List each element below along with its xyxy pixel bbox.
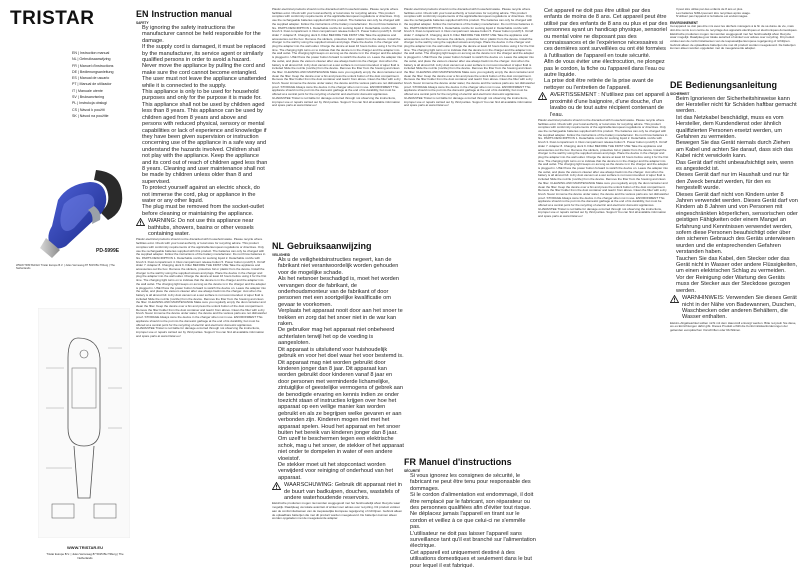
language-item: CS | Návod k použití	[72, 107, 105, 112]
fr-env-text: Cet appareil ne doit pas être mis avec les déchets ménagers à la fin de sa durée de vie, mais doit être remis à un centre de recyclage des appareils électriques et électroniques domestiques.	[670, 24, 798, 32]
warning-triangle-icon	[670, 295, 679, 303]
company-address: Tristar Europe B.V. | Jules Verneweg 87 5015 BH Tilburg | The Netherlands	[46, 552, 124, 560]
language-item: FR | Manuel d'instructions	[72, 63, 114, 68]
en-continued-text: Plastic electrical products should not be discarded with household waste. Please recycle where facilities exist. Check with your local authority or local store for recycling advice. This product complies with conformity requirements of the applicable European regulations or directives. Only use the rechargeable batteries supplied with this product. The batteries can only be charged with the supplied adapter. Follow the instructions of the battery manufacturer. Do not throw batteries in fire. PARTS DESCRIPTION 1. Detachable nozzle for sucking liquid 2. Detachable nozzle with brush 3. Dust compartment 4. Dust compartment release button 5. Power button (on/off) 6. On/off slider 7. Adapter 8. Charging dock 9. Filter BEFORE THE FIRST USE Take the appliance and accessories out the box. Remove the stickers, protective foil or plastic from the device. Install the charger to the wall by using the supplied screws and plugs. Place the device in the charger and plug the adapter into the wall outlet. Charge the device at least 16 hours before using it for the first time. The charging light turns on to indicate that the device is in the charger and the adapter into the wall outlet. The charging light keeps on as long as the device is in the charger and the adapter is plugged in. USE Press the power button forward to switch the device on. Leave the adapter into the outlet, and place the vacuum cleaner after use always back into the charger. Just when the battery is all almost full. A dry dust vacuum at a wet surface is not recommended. A wiper fluid is included Slide the nozzle (nozzle) from the device. Remove the filter from the housing and clean the filter. CLEANING AND MAINTENANCE Make sure you regularly empty the dust container and clean the filter. Keep the device over a bin and press the unlock button of the dust compartment. Remove the filter holder from the dust container and lead it from above. Clean the filter with a dry brush. Never immerse the device under water, the device and the various parts are not dishwasher proof. STORAGE Always store the device in the charger when not in use. ENVIRONMENT This appliance should not be put into the domestic garbage at the end of its durability, but must be offered at a central point for the recycling of electric and electronic domestic appliances. GUARANTEE Tristar is not liable for damage occurred through not observing the instructions, improper use or repairs carried out by third parties. Support You can find all available information and spare parts at www.tristar.eu!	[272, 8, 403, 108]
list-item: • La prise doit être retirée de la prise avant de nettoyer ou l'entretien de l'appareil.	[544, 78, 670, 91]
language-item: NL | Gebruiksaanwijzing	[72, 57, 111, 62]
list-item: • Tauchen Sie das Kabel, den Stecker oder das Gerät nicht in Wasser oder andere Flüssigkeiten, um einen elektrischen Schlag zu vermeiden.	[676, 256, 798, 275]
list-item: • If the supply cord is damaged, it must be replaced by the manufacturer, its service agent or similarly qualified persons in order to avoid a hazard.	[142, 44, 268, 63]
list-item: • This appliance shall not be used by children aged less than 8 years. This appliance can be used by children aged from 8 years and above and persons with reduced physical, sensory or mental capabilities or lack of experience and knowledge if they have been given supervision or instruction concerning use of the appliance in a safe way and understand the hazards involved. Children shall not play with the appliance. Keep the appliance and its cord out of reach of children aged less than 8 years. Cleaning and user maintenance shall not be made by children unless older than 8 and supervised.	[142, 102, 268, 185]
de-safety-list	[670, 96, 798, 295]
list-item: • Si vous ignorez les consignes de sécurité, le fabricant ne peut être tenu pour responsable des dommages.	[410, 473, 536, 492]
list-item: • Om uzelf te beschermen tegen een elektrische schok, mag u het snoer, de stekker of het apparaat niet onder te dompelen in water of een andere vloeistof.	[278, 436, 404, 462]
de-warning	[670, 295, 798, 321]
en-warning-text: WARNING: Do not use this appliance near bathtubs, showers, basins or other vessels containing water.	[148, 218, 254, 237]
en-title: Instruction manual	[151, 9, 233, 19]
website: WWW.TRISTAR.EU	[67, 545, 103, 550]
warning-triangle-icon	[136, 218, 145, 226]
list-item: • Ist das Netzkabel beschädigt, muss es vom Hersteller, dem Kundendienst oder ähnlich qualifizierten Personen ersetzt werden, um Gefahren zu vermeiden.	[676, 115, 798, 141]
list-item: • Si le cordon d'alimentation est endommagé, il doit être remplacé par le fabricant, son réparateur ou des personnes qualifiées afin d'éviter tout risque.	[410, 492, 536, 511]
cover-column	[10, 8, 128, 568]
de-safety-head: SICHERHEIT	[670, 91, 690, 96]
fr-safety-list	[404, 473, 536, 569]
fr-continued-column	[538, 8, 670, 570]
language-item: PL | Instrukcja obsługi	[72, 101, 107, 106]
list-item: • The user must not leave the appliance unattended while it is connected to the supply.	[142, 76, 268, 89]
nl-continued-text: Plastic electrical products should not be discarded with household waste. Please recycle where facilities exist. Check with your local authority or local store for recycling advice. This product complies with conformity requirements of the applicable European regulations or directives. Only use the rechargeable batteries supplied with this product. The batteries can only be charged with the supplied adapter. Follow the instructions of the battery manufacturer. Do not throw batteries in fire. PARTS DESCRIPTION 1. Detachable nozzle for sucking liquid 2. Detachable nozzle with brush 3. Dust compartment 4. Dust compartment release button 5. Power button (on/off) 6. On/off slider 7. Adapter 8. Charging dock 9. Filter BEFORE THE FIRST USE Take the appliance and accessories out the box. Remove the stickers, protective foil or plastic from the device. Install the charger to the wall by using the supplied screws and plugs. Place the device in the charger and plug the adapter into the wall outlet. Charge the device at least 16 hours before using it for the first time. The charging light turns on to indicate that the device is in the charger and the adapter into the wall outlet. The charging light keeps on as long as the device is in the charger and the adapter is plugged in. USE Press the power button forward to switch the device on. Leave the adapter into the outlet, and place the vacuum cleaner after use always back into the charger. Just when the battery is all almost full. A dry dust vacuum at a wet surface is not recommended. A wiper fluid is included Slide the nozzle (nozzle) from the device. Remove the filter from the housing and clean the filter. CLEANING AND MAINTENANCE Make sure you regularly empty the dust container and clean the filter. Keep the device over a bin and press the unlock button of the dust compartment. Remove the filter holder from the dust container and lead it from above. Clean the filter with a dry brush. Never immerse the device under water, the device and the various parts are not dishwasher proof. STORAGE Always store the device in the charger when not in use. ENVIRONMENT This appliance should not be put into the domestic garbage at the end of its durability, but must be offered at a central point for the recycling of electric and electronic domestic appliances. GUARANTEE Tristar is not liable for damage occurred through not observing the instructions, improper use or repairs carried out by third parties. Support You can find all available information and spare parts at www.tristar.eu!	[404, 8, 535, 108]
fr-code: FR	[404, 457, 416, 467]
en-section-title	[136, 9, 268, 19]
list-item: • Das Gerät darf nicht unbeaufsichtigt sein, wenn es angesteckt ist.	[676, 160, 798, 173]
en-warning	[136, 218, 268, 237]
fr-end-text: Elektrische producten mogen niet worden weggegooid met het huishoudelijk afval. Recycle waar mogelijk. Raadpleeg uw lokale autoriteit of winkel voor advies over recycling. Dit product voldoet aan de conformiteitseisen van de toepasselijke Europese regelgeving of richtlijnen. Gebruik alleen de oplaadbare batterijen die met dit product worden meegeleverd. De batterijen kunnen alleen worden opgeladen met de meegeleverde adapter.	[670, 32, 796, 51]
list-item: • Afin de vous éviter une électrocution, ne plongez pas le cordon, la fiche ou l'appareil dans l'eau ou autre liquide.	[544, 59, 670, 78]
language-item: SV | Bruksanvisning	[72, 95, 105, 100]
de-warning-text: WARNHINWEIS: Verwenden Sie dieses Gerät nicht in der Nähe von Badewannen, Duschen, Waschbecken oder anderen Behältern, die Wasser enthalten.	[682, 295, 797, 321]
list-item: • Beim Ignorieren der Sicherheitshinweise kann der Hersteller nicht für Schäden haftbar gemacht werden.	[676, 96, 798, 115]
product-code: PD-5999E	[96, 248, 120, 254]
nl-safety-list	[272, 257, 404, 481]
nl-code: NL	[272, 241, 284, 251]
en-body-text: Plastic electrical products should not be discarded with household waste. Please recycle where facilities exist. Check with your local authority or local store for recycling advice. This product complies with conformity requirements of the applicable European regulations or directives. Only use the rechargeable batteries supplied with this product. The batteries can only be charged with the supplied adapter. Follow the instructions of the battery manufacturer. Do not throw batteries in fire. PARTS DESCRIPTION 1. Detachable nozzle for sucking liquid 2. Detachable nozzle with brush 3. Dust compartment 4. Dust compartment release button 5. Power button (on/off) 6. On/off slider 7. Adapter 8. Charging dock 9. Filter BEFORE THE FIRST USE Take the appliance and accessories out the box. Remove the stickers, protective foil or plastic from the device. Install the charger to the wall by using the supplied screws and plugs. Place the device in the charger and plug the adapter into the wall outlet. Charge the device at least 16 hours before using it for the first time. The charging light turns on to indicate that the device is in the charger and the adapter into the wall outlet. The charging light keeps on as long as the device is in the charger and the adapter is plugged in. USE Press the power button forward to switch the device on. Leave the adapter into the outlet, and place the vacuum cleaner after use always back into the charger. Just when the battery is all almost full. A dry dust vacuum at a wet surface is not recommended. A wiper fluid is included Slide the nozzle (nozzle) from the device. Remove the filter from the housing and clean the filter. CLEANING AND MAINTENANCE Make sure you regularly empty the dust container and clean the filter. Keep the device over a bin and press the unlock button of the dust compartment. Remove the filter holder from the dust container and lead it from above. Clean the filter with a dry brush. Never immerse the device under water, the device and the various parts are not dishwasher proof. STORAGE Always store the device in the charger when not in use. ENVIRONMENT This appliance should not be put into the domestic garbage at the end of its durability, but must be offered at a central point for the recycling of electric and electronic domestic appliances. GUARANTEE Tristar is not liable for damage occurred through not observing the instructions, improper use or repairs carried out by third parties. Support You can find all available information and spare parts at www.tristar.eu!	[136, 237, 267, 338]
list-item: • Cet appareil est uniquement destiné à des utilisations domestiques et seulement dans le but pour lequel il est fabriqué.	[410, 550, 536, 569]
fr-column	[404, 8, 536, 570]
language-list	[72, 50, 132, 119]
fr-warning	[538, 92, 670, 118]
list-item: • Vor der Reinigung oder Wartung des Geräts muss der Stecker aus der Steckdose gezogen werden.	[676, 275, 798, 294]
list-item: • Als het netsnoer beschadigd is, moet het worden vervangen door de fabrikant, de onderhoudsmonteur van de fabrikant of door personen met een soortgelijke kwalificatie om gevaar te voorkomen.	[278, 276, 404, 308]
list-item: • This appliance is only to be used for household purposes and only for the purpose it is made for.	[142, 89, 268, 102]
language-item: DE | Bedienungsanleitung	[72, 69, 114, 74]
language-item: EN | Instruction manual	[72, 51, 110, 55]
list-item: • By ignoring the safety instructions the manufacturer cannot be held responsible for the damage.	[142, 25, 268, 44]
list-item: • De gebruiker mag het apparaat niet onbeheerd achterlaten terwijl het op de voeding is aangesloten.	[278, 327, 404, 346]
list-item: • Ne déplacez jamais l'appareil en tirant sur le cordon et veillez à ce que celui-ci ne s'emmêle pas.	[410, 511, 536, 530]
nl-body-text: Elektrische producten mogen niet worden weggegooid met het huishoudelijk afval. Recycle waar mogelijk. Raadpleeg uw lokale autoriteit of winkel voor advies over recycling. Dit product voldoet aan de conformiteitseisen van de toepasselijke Europese regelgeving of richtlijnen. Gebruik alleen de oplaadbare batterijen die met dit product worden meegeleverd. De batterijen kunnen alleen worden opgeladen met de meegeleverde adapter.	[272, 501, 403, 521]
fr-end-list	[670, 8, 798, 19]
nl-title: Gebruiksaanwijzing	[287, 241, 372, 251]
list-item: • Bewegen Sie das Gerät niemals durch Ziehen am Kabel und achten Sie darauf, dass sich das Kabel nicht verwickeln kann.	[676, 140, 798, 159]
language-item: IT | Manuale utente	[72, 88, 103, 93]
en-safety-head: SAFETY	[136, 21, 149, 25]
list-item: • Cet appareil ne doit pas être utilisé par des enfants de moins de 8 ans. Cet appareil peut être utilisé par des enfants de 8 ans ou plus et par des personnes ayant un handicap physique, sensoriel ou mental voire ne disposant pas des connaissances et de l'expérience nécessaires si ces dernières sont surveillées ou ont été formées à l'utilisation de l'appareil en toute sécurité.	[544, 8, 670, 59]
nl-safety-head: VEILIGHEID	[272, 253, 291, 257]
list-item: • To protect yourself against an electric shock, do not immerse the cord, plug or appliance in the water or any other liquid.	[142, 185, 268, 204]
language-item: ES | Manual de usuario	[72, 76, 110, 81]
warning-triangle-icon	[538, 92, 547, 100]
fr-env-head: ENVIRONNEMENT	[670, 21, 698, 26]
list-item: • N'utilisez pas l'appareil si la batterie est endommagée.	[676, 15, 798, 19]
de-section-title	[670, 80, 798, 90]
list-item: • Dieses Gerät darf nur im Haushalt und nur für den Zweck benutzt werden, für den es hergestellt wurde.	[676, 172, 798, 191]
fr-title: Manuel d'instructions	[419, 457, 512, 467]
handheld-vacuum-illustration	[38, 160, 130, 260]
list-item: • Never move the appliance by pulling the cord and make sure the cord cannot become entangled.	[142, 63, 268, 76]
list-item: • De stekker moet uit het stopcontact worden verwijderd voor reiniging of onderhoud van het apparaat.	[278, 462, 404, 481]
nl-warning	[272, 482, 404, 501]
nl-column	[272, 8, 404, 570]
brand-logo: TRISTAR	[10, 8, 95, 29]
list-item: • L'utilisateur ne doit pas laisser l'appareil sans surveillance tant qu'il est branché sur l'alimentation électrique.	[410, 531, 536, 550]
fr-safety-list-continued	[538, 8, 670, 91]
list-item: • The plug must be removed from the socket-outlet before cleaning or maintaining the appliance.	[142, 204, 268, 217]
fr-section-title	[404, 457, 536, 467]
warning-triangle-icon	[272, 482, 281, 490]
list-item: • Als u de veiligheidsinstructies negeert, kan de fabrikant niet verantwoordelijk worden gehouden voor de mogelijke schade.	[278, 257, 404, 276]
list-item: • Dit apparaat is uitsluitend voor huishoudelijk gebruik en voor het doel waar het voor bestemd is.	[278, 347, 404, 360]
en-column	[136, 8, 268, 570]
de-body-text: Elektro-Abgabeartikel sollten nicht mit dem Hausmüll entsorgt werden. Bitte recyceln Sie diese, wo es Einrichtungen dafür gibt. Dieses Produkt erfüllt die Konformitätsanforderungen der geltenden europäischen Vorschriften oder Richtlinien.	[670, 320, 797, 333]
list-item: • Il peut être utilisé par des enfants de 8 ans et plus.	[676, 8, 798, 12]
de-code: DE	[670, 79, 683, 90]
en-code: EN	[136, 9, 149, 19]
language-item: SK | Návod na použitie	[72, 113, 109, 118]
cover-language-line: WWW.TRISTAR.EU Tristar Europe B.V. | Jules Verneweg 87 5015 BH Tilburg | The Netherlands	[16, 264, 115, 271]
de-title: Bedienungsanleitung	[685, 79, 778, 90]
en-safety-list	[136, 25, 268, 217]
list-item: • Les batteries NiMH peuvent être recyclées après usage.	[676, 12, 798, 16]
fr-body-text: Plastic electrical products should not be discarded with household waste. Please recycle where facilities exist. Check with your local authority or local store for recycling advice. This product complies with conformity requirements of the applicable European regulations or directives. Only use the rechargeable batteries supplied with this product. The batteries can only be charged with the supplied adapter. Follow the instructions of the battery manufacturer. Do not throw batteries in fire. PARTS DESCRIPTION 1. Detachable nozzle for sucking liquid 2. Detachable nozzle with brush 3. Dust compartment 4. Dust compartment release button 5. Power button (on/off) 6. On/off slider 7. Adapter 8. Charging dock 9. Filter BEFORE THE FIRST USE Take the appliance and accessories out the box. Remove the stickers, protective foil or plastic from the device. Install the charger to the wall by using the supplied screws and plugs. Place the device in the charger and plug the adapter into the wall outlet. Charge the device at least 16 hours before using it for the first time. The charging light turns on to indicate that the device is in the charger and the adapter into the wall outlet. The charging light keeps on as long as the device is in the charger and the adapter is plugged in. USE Press the power button forward to switch the device on. Leave the adapter into the outlet, and place the vacuum cleaner after use always back into the charger. Just when the battery is all almost full. A dry dust vacuum at a wet surface is not recommended. A wiper fluid is included Slide the nozzle (nozzle) from the device. Remove the filter from the housing and clean the filter. CLEANING AND MAINTENANCE Make sure you regularly empty the dust container and clean the filter. Keep the device over a bin and press the unlock button of the dust compartment. Remove the filter holder from the dust container and lead it from above. Clean the filter with a dry brush. Never immerse the device under water, the device and the various parts are not dishwasher proof. STORAGE Always store the device in the charger when not in use. ENVIRONMENT This appliance should not be put into the domestic garbage at the end of its durability, but must be offered at a central point for the recycling of electric and electronic domestic appliances. GUARANTEE Tristar is not liable for damage occurred through not observing the instructions, improper use or repairs carried out by third parties. Support You can find all available information and spare parts at www.tristar.eu!	[538, 117, 669, 219]
fr-safety-head: SÉCURITÉ	[404, 469, 421, 473]
nl-warning-text: WAARSCHUWING: Gebruik dit apparaat niet in de buurt van badkuipen, douches, wastafels of andere waterhoudende reservoirs.	[284, 482, 402, 502]
de-column	[670, 8, 798, 570]
parts-diagram	[38, 308, 130, 538]
list-item: • Dieses Gerät darf nicht von Kindern unter 8 Jahren verwendet werden. Dieses Gerät darf von Kindern ab 8 Jahren und von Personen mit eingeschränkten körperlichen, sensorischen oder geistigen Fähigkeiten oder einem Mangel an Erfahrung und Kenntnissen verwendet werden, sofern diese Personen beaufsichtigt oder über den sicheren Gebrauch des Geräts unterwiesen wurden und die entsprechenden Gefahren verstanden haben.	[676, 192, 798, 256]
nl-section-title	[272, 241, 404, 251]
language-item: PT | Manual de utilizador	[72, 82, 112, 87]
list-item: • Verplaats het apparaat nooit door aan het snoer te trekken en zorg dat het snoer niet in de war kan raken.	[278, 308, 404, 327]
list-item: • Dit apparaat mag niet worden gebruikt door kinderen jonger dan 8 jaar. Dit apparaat kan worden gebruikt door kinderen vanaf 8 jaar en door personen met verminderde lichamelijke, zintuiglijke of geestelijke vermogens of gebrek aan de benodigde ervaring en kennis indien ze onder toezicht staan of instructies krijgen over hoe het apparaat op een veilige manier kan worden gebruikt en als ze begrijpen welke gevaren er aan verbonden zijn. Kinderen mogen niet met het apparaat spelen. Houd het apparaat en het snoer buiten het bereik van kinderen jonger dan 8 jaar.	[278, 360, 404, 437]
fr-warning-text: AVERTISSEMENT : N'utilisez pas cet appareil à proximité d'une baignoire, d'une douche, d'un lavabo ou de tout autre récipient contenant de l'eau.	[550, 92, 670, 118]
